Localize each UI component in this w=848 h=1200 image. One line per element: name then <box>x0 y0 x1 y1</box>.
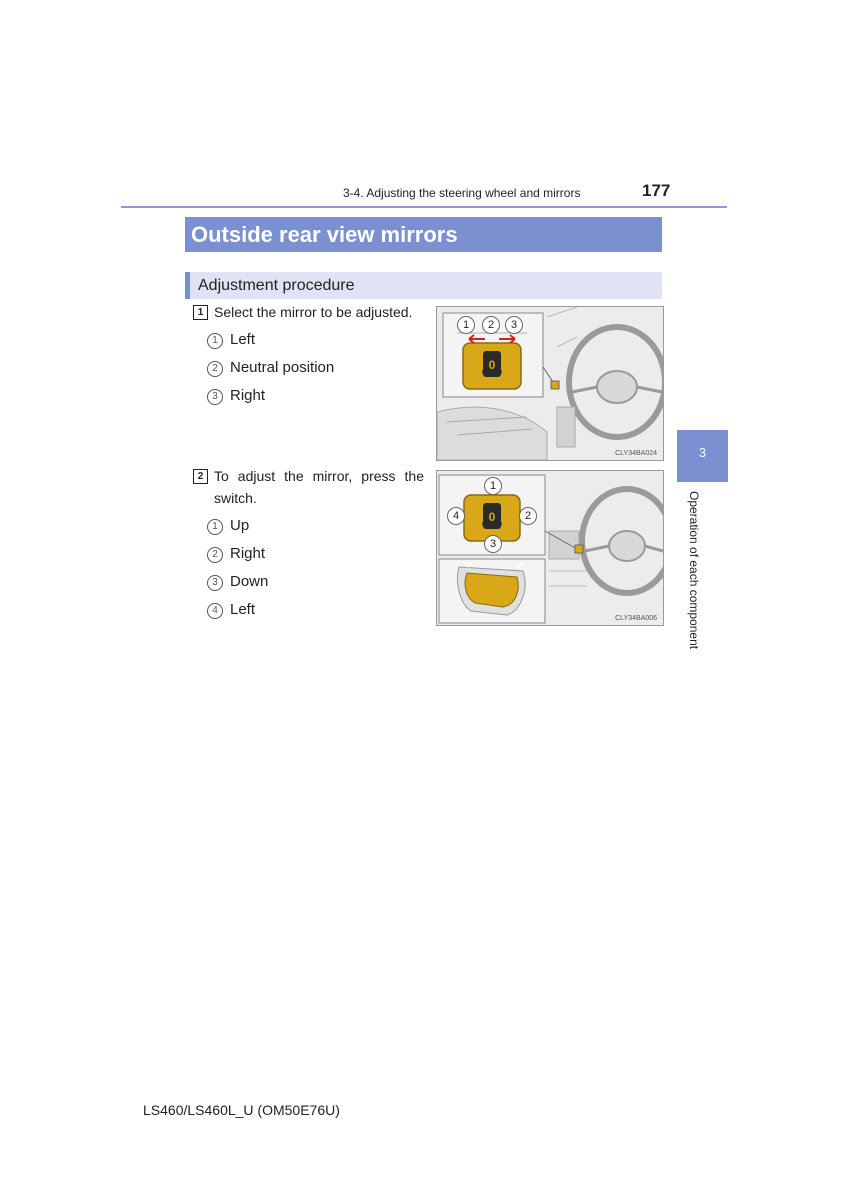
step-2-item-2-label: Right <box>230 545 266 562</box>
step-2-item-1-number: 1 <box>207 519 223 535</box>
figure-mirror-select <box>436 306 664 461</box>
step-1-item-2-label: Neutral position <box>230 359 335 376</box>
figure-mirror-adjust <box>436 470 664 626</box>
svg-text:0: 0 <box>488 358 496 372</box>
step-2-item-3-number: 3 <box>207 575 223 591</box>
figure-2-code: CLY34BA006 <box>615 615 657 622</box>
step-1-item-3-number: 3 <box>207 389 223 405</box>
svg-text:0: 0 <box>488 510 496 524</box>
header-rule <box>121 206 727 208</box>
figure-1-callout-3: 3 <box>505 316 523 334</box>
chapter-tab: 3 <box>677 430 728 482</box>
step-2-text-line-2: switch. <box>214 490 257 506</box>
figure-2-callout-2: 2 <box>519 507 537 525</box>
figure-1-callout-1: 1 <box>457 316 475 334</box>
step-1-item-3-label: Right <box>230 387 266 404</box>
section-title: Outside rear view mirrors <box>185 217 662 252</box>
step-1-number: 1 <box>193 305 208 320</box>
figure-2-callout-4: 4 <box>447 507 465 525</box>
step-1-item-2-number: 2 <box>207 361 223 377</box>
footer-model-code: LS460/LS460L_U (OM50E76U) <box>143 1102 340 1118</box>
step-2-item-4-number: 4 <box>207 603 223 619</box>
figure-2-switch-label: MIRROR <box>481 522 503 528</box>
subsection-title: Adjustment procedure <box>185 272 662 299</box>
step-2-item-4-label: Left <box>230 601 256 618</box>
running-header: 3-4. Adjusting the steering wheel and mirrors <box>343 186 581 200</box>
page-number: 177 <box>642 181 671 200</box>
step-2-text-line-1: To adjust the mirror, press the <box>214 468 424 484</box>
step-2-number: 2 <box>193 469 208 484</box>
step-1-text: Select the mirror to be adjusted. <box>214 304 413 320</box>
figure-1-switch-label: MIRROR <box>481 370 503 376</box>
figure-1-callout-2: 2 <box>482 316 500 334</box>
step-1-item-1-number: 1 <box>207 333 223 349</box>
figure-2-callout-3: 3 <box>484 535 502 553</box>
figure-2-callout-1: 1 <box>484 477 502 495</box>
step-2-item-3-label: Down <box>230 573 269 590</box>
step-2-item-2-number: 2 <box>207 547 223 563</box>
step-1-item-1-label: Left <box>230 331 256 348</box>
chapter-tab-label: Operation of each component <box>687 491 701 650</box>
step-2-item-1-label: Up <box>230 517 250 534</box>
figure-1-code: CLY34BA024 <box>615 450 657 457</box>
dashboard-illustration <box>437 471 663 625</box>
